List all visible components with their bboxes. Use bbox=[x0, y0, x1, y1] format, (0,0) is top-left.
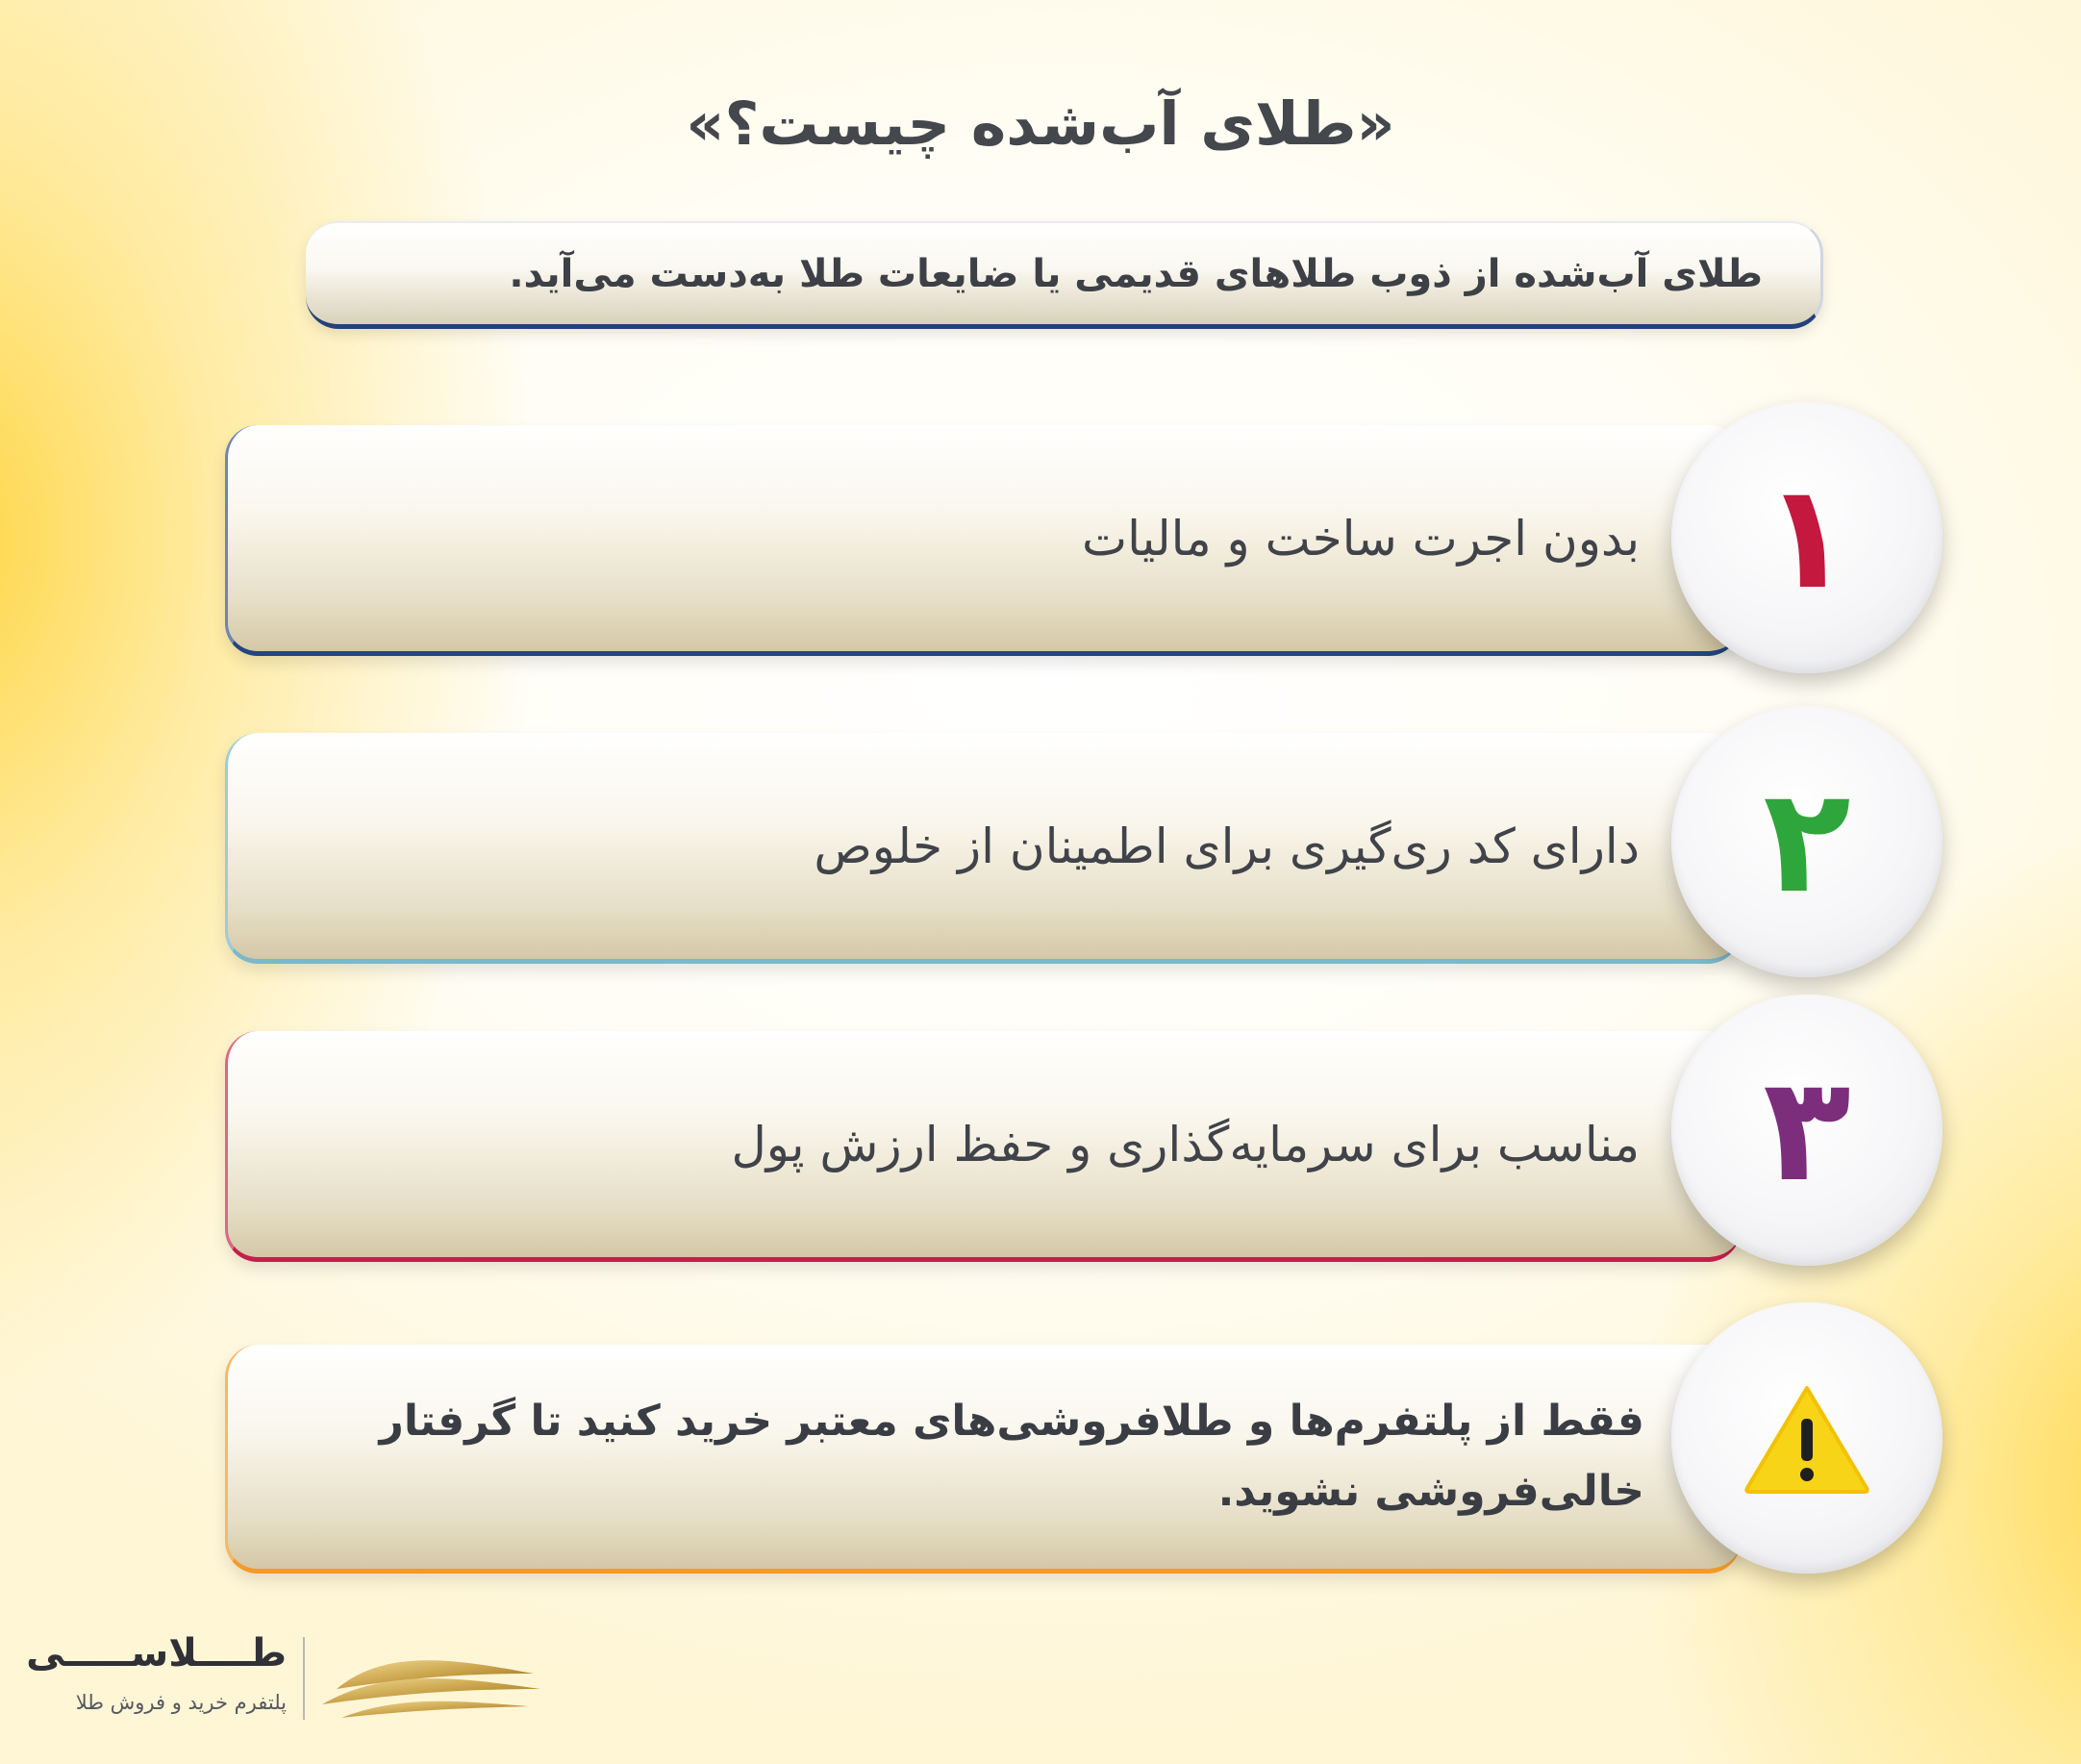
brand-name: طــــلاســـــی bbox=[26, 1631, 287, 1676]
brand-divider bbox=[303, 1637, 305, 1720]
intro-text: طلای آب‌شده از ذوب طلاهای قدیمی یا ضایعات طلا به‌دست می‌آید. bbox=[509, 251, 1763, 296]
warning-triangle-icon bbox=[1740, 1378, 1874, 1498]
brand-logo bbox=[26, 1624, 548, 1739]
warning-badge bbox=[1671, 1302, 1943, 1574]
feature-card-1 bbox=[225, 425, 1741, 656]
intro-banner bbox=[306, 221, 1823, 329]
feature-number-1: ۱ bbox=[1763, 454, 1851, 621]
feature-number-badge-2 bbox=[1671, 706, 1943, 977]
feature-card-2 bbox=[225, 733, 1741, 964]
feature-card-3 bbox=[225, 1031, 1741, 1262]
warning-card bbox=[225, 1345, 1741, 1574]
feature-number-2: ۲ bbox=[1763, 758, 1851, 925]
feature-number-3: ۳ bbox=[1763, 1046, 1851, 1214]
warning-text: فقط از پلتفرم‌ها و طلافروشی‌های معتبر خرید کنید تا گرفتار خالی‌فروشی نشوید. bbox=[379, 1396, 1644, 1516]
feature-text-1: بدون اجرت ساخت و مالیات bbox=[1082, 510, 1640, 567]
feature-text-3: مناسب برای سرمایه‌گذاری و حفظ ارزش پول bbox=[731, 1116, 1640, 1172]
gold-waves-icon bbox=[317, 1629, 548, 1735]
feature-number-badge-3 bbox=[1671, 995, 1943, 1266]
feature-text-2: دارای کد ری‌گیری برای اطمینان از خلوص bbox=[814, 818, 1640, 874]
brand-tagline: پلتفرم خرید و فروش طلا bbox=[75, 1691, 287, 1714]
feature-number-badge-1 bbox=[1671, 402, 1943, 673]
page-title: «طلای آب‌شده چیست؟» bbox=[686, 88, 1395, 159]
